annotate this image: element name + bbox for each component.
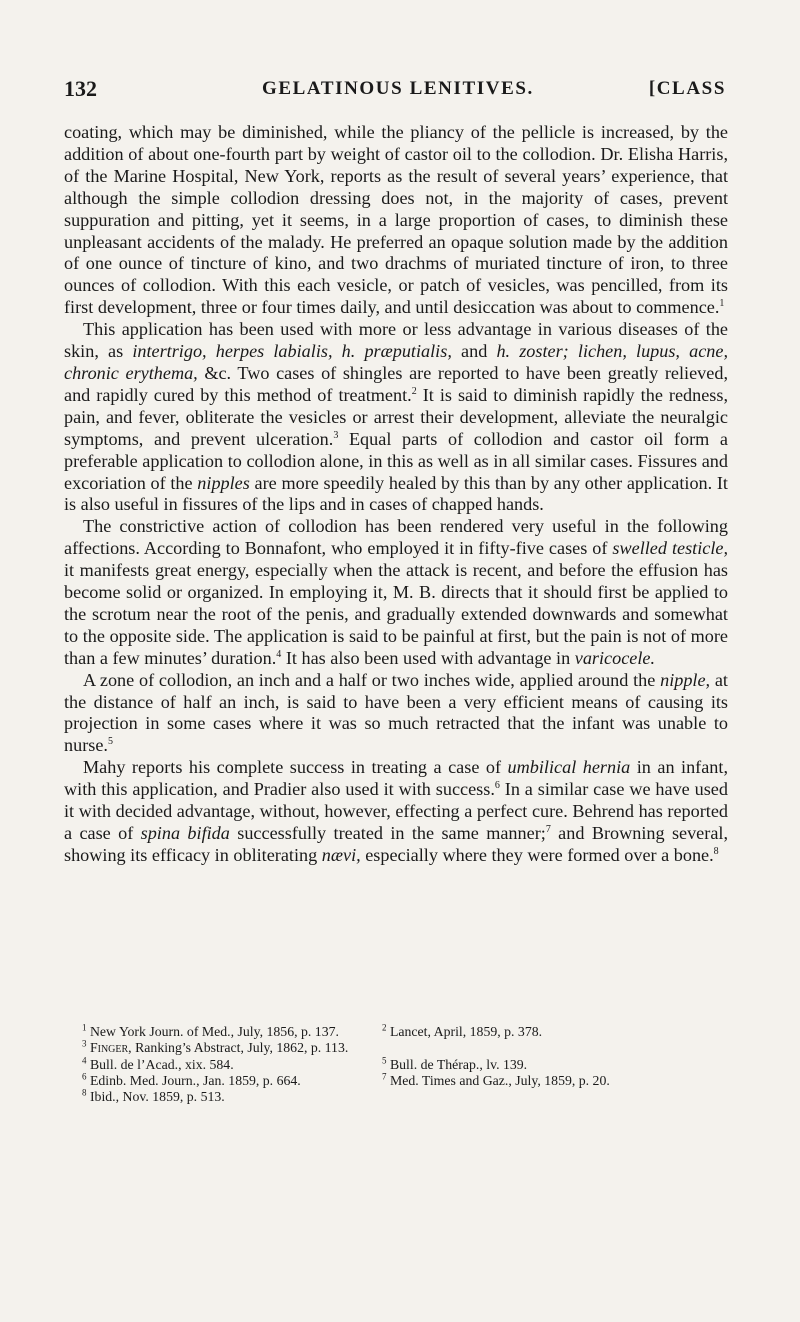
footnote-8 [64, 1089, 225, 1105]
footnote-text: Ibid., Nov. 1859, p. 513. [89, 1089, 225, 1105]
footnote-text: Bull. de Thérap., lv. 139. [389, 1056, 528, 1072]
p5-text: Mahy reports his complete success in treating a case of [83, 757, 508, 778]
running-header [64, 76, 726, 106]
footnote-author: Finger, [89, 1040, 132, 1056]
p5-text: in an infant, with this application, and Pradier also used it with success. [64, 757, 729, 800]
footnote-mark: 5 [382, 1055, 387, 1065]
footnote-3 [64, 1040, 348, 1056]
p2-text: and [451, 341, 497, 362]
paragraph-4 [64, 670, 728, 758]
paragraph-3 [64, 516, 728, 669]
p3-text: it manifests great energy, especially when the attack is recent, and before the effusion has become solid or organized. In employing it, M. B. directs that it should first be applied to the scrotum near the root of the penis, and gradually extended downwards and somewhat to the opposite side. The application is said to be painful at first, but the pain is not of more than a few minutes’ duration. [64, 560, 728, 668]
footnote-row [64, 1057, 728, 1073]
p5-text: especially where they were formed over a bone. [360, 844, 714, 865]
footnote-row [64, 1073, 728, 1089]
footnote-2 [382, 1024, 728, 1040]
p2-text: are more speedily healed by this than by any other application. It is also useful in fissures of the lips and in cases of chapped hands. [64, 472, 728, 515]
footnote-5 [382, 1057, 728, 1073]
footnote-ref: 5 [107, 736, 113, 748]
p3-italic: swelled testicle, [612, 538, 728, 559]
footnote-text: Med. Times and Gaz., July, 1859, p. 20. [389, 1072, 610, 1088]
paragraph-2 [64, 319, 728, 516]
footnote-ref: 7 [545, 823, 551, 835]
footnote-mark: 2 [382, 1022, 387, 1033]
p5-italic: spina bifida [140, 823, 230, 843]
footnote-text: Ranking’s Abstract, July, 1862, p. 113. [131, 1040, 349, 1056]
p2-text: &c. Two cases of shingles are reported to have been greatly relieved, and rapidly cured by this method of treatment. [64, 362, 728, 405]
footnote-ref: 4 [276, 648, 282, 660]
p5-text: and Browning several, showing its efficacy in obliterating [64, 823, 728, 865]
footnote-mark: 1 [82, 1022, 87, 1033]
p5-text: successfully treated in the same manner; [229, 823, 546, 843]
p5-italic: nævi, [321, 844, 361, 865]
footnote-mark: 4 [82, 1055, 87, 1065]
p4-text: A zone of collodion, an inch and a half or two inches wide, applied around the [83, 669, 661, 690]
footnote-ref: 3 [333, 429, 339, 441]
p5-text: In a similar case we have used it with decided advantage, without, however, effecting a perfect cure. Behrend has reported a case of [64, 779, 728, 843]
footnote-4 [64, 1057, 382, 1073]
footnote-text: Edinb. Med. Journ., Jan. 1859, p. 664. [89, 1072, 301, 1088]
footnote-ref: 8 [713, 845, 719, 857]
p4-italic: nipple, [660, 669, 711, 690]
class-label: [CLASS [648, 78, 726, 99]
footnote-row [64, 1040, 728, 1056]
footnotes [64, 1024, 728, 1105]
p1-text: coating, which may be diminished, while the pliancy of the pellicle is increased, by the addition of about one-fourth part by weight of castor oil to the collodion. Dr. Elisha Harris, of the Marine Hospital, New York, reports as the result of several years’ experience, that although the simple collodion dressing does not, in the majority of cases, prevent suppuration and pitting, yet it seems, in a large proportion of cases, to diminish these unpleasant accidents of the malady. He preferred an opaque solution made by the addition of one ounce of tincture of kino, and two drachms of muriated tincture of iron, to three ounces of collodion. With this each vesicle, or patch of vesicles, was pencilled, from its first development, three or four times daily, and until desiccation was about to commence. [64, 122, 728, 318]
footnote-text: New York Journ. of Med., July, 1856, p. 137. [89, 1024, 339, 1039]
footnote-text: Lancet, April, 1859, p. 378. [389, 1024, 543, 1039]
p5-italic: umbilical hernia [507, 757, 631, 778]
footnote-7 [382, 1073, 728, 1089]
p4-text: at the distance of half an inch, is said to have been a very efficient means of causing its projection in some cases where it was so much retracted that the infant was unable to nurse. [64, 669, 728, 756]
p3-text: It has also been used with advantage in [281, 647, 575, 668]
footnote-text: Bull. de l’Acad., xix. 584. [89, 1056, 234, 1072]
footnote-1 [64, 1024, 382, 1040]
p3-italic: varicocele. [574, 647, 656, 668]
paragraph-1 [64, 122, 728, 319]
p3-text: The constrictive action of collodion has been rendered very useful in the following affections. According to Bonnafont, who employed it in fifty-five cases of [64, 516, 728, 559]
running-title: GELATINOUS LENITIVES. [262, 78, 534, 99]
p2-text: This application has been used with more or less advantage in various diseases of the skin, as [64, 319, 728, 362]
body-text [64, 122, 728, 867]
p2-italic: intertrigo, herpes labialis, h. præputialis, [132, 341, 452, 362]
paragraph-5 [64, 757, 728, 867]
p2-text: Equal parts of collodion and castor oil form a preferable application to collodion alone, in this as well as in all similar cases. Fissures and excoriation of the [64, 428, 728, 493]
footnote-row [64, 1024, 728, 1040]
footnote-ref: 2 [411, 385, 417, 397]
footnote-ref: 6 [494, 780, 500, 792]
p2-italic: nipples [197, 472, 250, 493]
page-number: 132 [64, 76, 97, 101]
footnote-mark: 8 [82, 1087, 87, 1098]
footnote-mark: 7 [382, 1071, 387, 1082]
footnote-mark: 3 [82, 1038, 87, 1049]
footnote-ref: 1 [719, 298, 725, 310]
p2-text: It is said to diminish rapidly the redness, pain, and fever, obliterate the vesicles or arrest their development, alleviate the neuralgic symptoms, and prevent ulceration. [64, 384, 728, 449]
footnote-row [64, 1089, 728, 1105]
footnote-6 [64, 1073, 382, 1089]
p2-italic: h. zoster; lichen, lupus, acne, chronic erythema, [64, 341, 729, 383]
footnote-mark: 6 [82, 1071, 87, 1082]
